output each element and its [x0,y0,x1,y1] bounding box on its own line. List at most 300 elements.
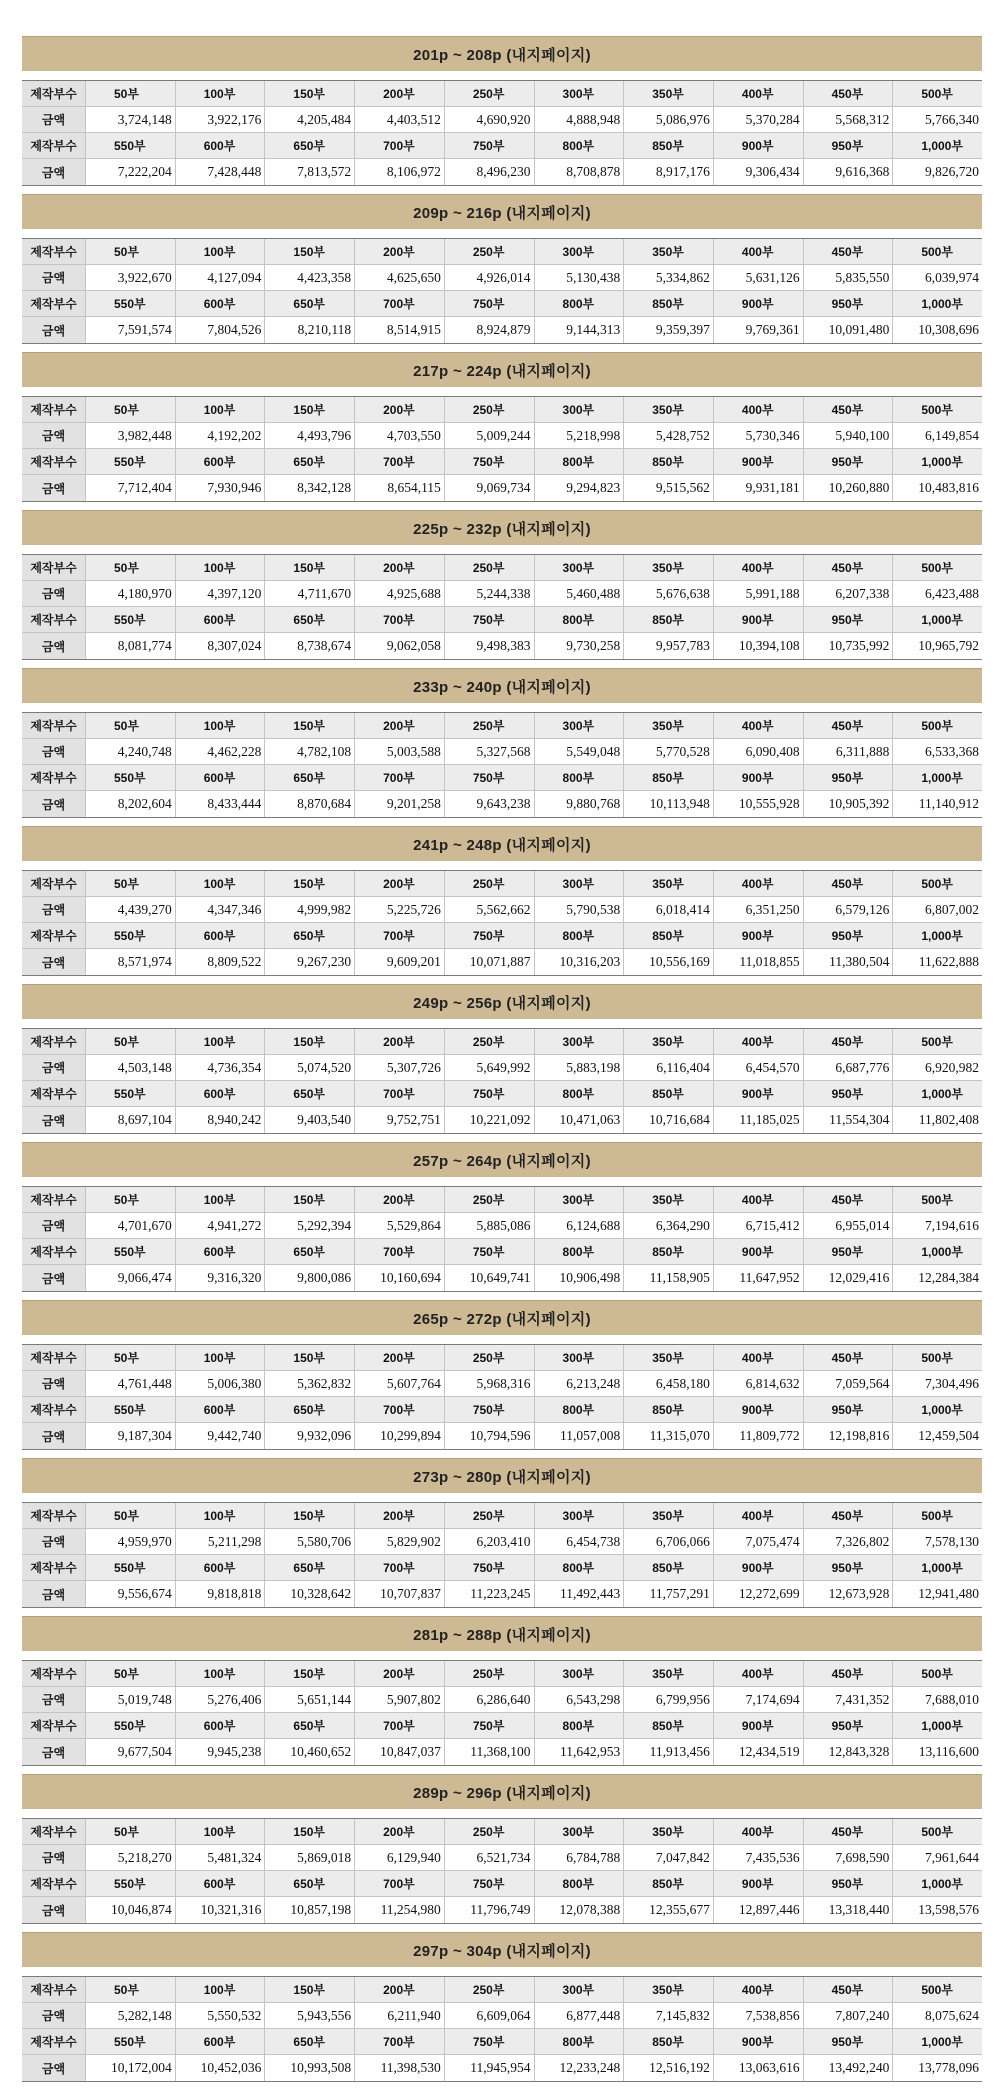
amount-cell: 7,222,204 [86,159,176,185]
quantity-cell: 650부 [265,1713,355,1738]
amount-cell: 9,062,058 [355,633,445,659]
quantity-cell: 250부 [445,871,535,896]
quantity-cell: 850부 [624,1081,714,1106]
quantity-cell: 50부 [86,1029,176,1054]
quantity-cell: 750부 [445,2029,535,2054]
quantity-cell: 950부 [804,1713,894,1738]
quantity-cell: 800부 [535,607,625,632]
quantity-cell: 700부 [355,1555,445,1580]
amount-cell: 11,913,456 [624,1739,714,1765]
amount-cell: 12,941,480 [918,1586,980,1601]
amount-cell: 11,315,070 [624,1423,714,1449]
price-table [22,870,982,976]
amount-cell: 7,047,842 [624,1845,714,1870]
row-label: 금액 [22,1739,86,1765]
quantity-cell: 850부 [624,1239,714,1264]
table-title: 281p ~ 288p (내지페이지) [22,1616,982,1651]
quantity-row [22,607,982,633]
amount-cell: 13,492,240 [804,2055,894,2081]
amount-cell: 6,920,982 [925,1059,980,1075]
quantity-cell: 900부 [714,923,804,948]
amount-cell: 12,673,928 [804,1581,894,1607]
amount-cell: 11,492,443 [535,1581,625,1607]
amount-cell: 7,431,352 [804,1687,894,1712]
row-label: 금액 [22,1529,86,1554]
amount-cell: 6,877,448 [535,2003,625,2028]
amount-cell: 6,609,064 [445,2003,535,2028]
quantity-cell: 350부 [624,1345,714,1370]
quantity-cell: 150부 [265,1345,355,1370]
amount-cell: 8,496,230 [445,159,535,185]
quantity-cell: 750부 [445,1239,535,1264]
amount-cell: 7,059,564 [804,1371,894,1396]
amount-cell: 6,207,338 [804,581,894,606]
quantity-cell: 150부 [265,397,355,422]
quantity-cell: 450부 [804,1187,894,1212]
amount-cell: 6,955,014 [804,1213,894,1238]
amount-cell: 7,538,856 [714,2003,804,2028]
quantity-cell: 250부 [445,1661,535,1686]
quantity-cell: 450부 [804,555,894,580]
quantity-cell: 550부 [86,1397,176,1422]
quantity-cell: 300부 [535,1029,625,1054]
quantity-cell: 800부 [535,1397,625,1422]
quantity-cell: 1,000부 [921,1877,963,1891]
quantity-cell: 500부 [921,1351,953,1365]
quantity-cell: 500부 [921,1035,953,1049]
quantity-row [22,239,982,265]
amount-cell: 10,993,508 [265,2055,355,2081]
amount-cell: 4,423,358 [265,265,355,290]
quantity-row [22,871,982,897]
quantity-cell: 100부 [176,239,266,264]
quantity-cell: 900부 [714,1713,804,1738]
amount-cell: 9,945,238 [176,1739,266,1765]
amount-cell: 10,483,816 [918,480,980,495]
quantity-cell: 400부 [714,1977,804,2002]
quantity-cell: 400부 [714,713,804,738]
quantity-cell: 600부 [176,1239,266,1264]
quantity-cell: 650부 [265,133,355,158]
quantity-cell: 300부 [535,1661,625,1686]
amount-cell: 8,654,115 [355,475,445,501]
amount-cell: 4,503,148 [86,1055,176,1080]
quantity-cell: 300부 [535,871,625,896]
quantity-cell: 600부 [176,923,266,948]
price-table-block [22,36,982,194]
quantity-cell: 550부 [86,1871,176,1896]
row-label: 제작부수 [22,2029,86,2054]
amount-cell: 6,799,956 [624,1687,714,1712]
amount-cell: 13,063,616 [714,2055,804,2081]
amount-cell: 5,334,862 [624,265,714,290]
amount-cell: 10,328,642 [265,1581,355,1607]
row-label: 제작부수 [22,871,86,896]
amount-cell: 9,294,823 [535,475,625,501]
row-label: 제작부수 [22,291,86,316]
quantity-cell: 600부 [176,1397,266,1422]
amount-cell: 7,591,574 [86,317,176,343]
row-label: 금액 [22,1897,86,1923]
table-title: 273p ~ 280p (내지페이지) [22,1458,982,1493]
amount-row [22,107,982,133]
quantity-cell: 450부 [804,81,894,106]
quantity-cell: 100부 [176,1661,266,1686]
quantity-cell: 750부 [445,291,535,316]
amount-cell: 9,187,304 [86,1423,176,1449]
amount-cell: 5,631,126 [714,265,804,290]
quantity-cell: 800부 [535,1239,625,1264]
quantity-cell: 200부 [355,871,445,896]
amount-row [22,265,982,291]
quantity-cell: 500부 [921,87,953,101]
amount-cell: 9,826,720 [925,164,980,179]
amount-cell: 5,244,338 [445,581,535,606]
quantity-cell: 100부 [176,1977,266,2002]
amount-cell: 5,307,726 [355,1055,445,1080]
quantity-cell: 950부 [804,1081,894,1106]
quantity-cell: 600부 [176,765,266,790]
amount-cell: 5,883,198 [535,1055,625,1080]
quantity-cell: 900부 [714,449,804,474]
amount-cell: 10,847,037 [355,1739,445,1765]
quantity-cell: 950부 [804,449,894,474]
quantity-cell: 450부 [804,1977,894,2002]
quantity-cell: 550부 [86,449,176,474]
quantity-cell: 750부 [445,607,535,632]
row-label: 금액 [22,423,86,448]
amount-cell: 7,145,832 [624,2003,714,2028]
amount-cell: 6,124,688 [535,1213,625,1238]
amount-cell: 5,276,406 [176,1687,266,1712]
price-table-block [22,1616,982,1774]
amount-cell: 10,555,928 [714,791,804,817]
amount-row [22,1213,982,1239]
quantity-cell: 150부 [265,713,355,738]
row-label: 금액 [22,1107,86,1133]
quantity-cell: 650부 [265,765,355,790]
amount-cell: 6,090,408 [714,739,804,764]
amount-cell: 5,218,998 [535,423,625,448]
quantity-cell: 250부 [445,1345,535,1370]
quantity-cell: 600부 [176,1713,266,1738]
amount-cell: 4,397,120 [176,581,266,606]
table-title: 233p ~ 240p (내지페이지) [22,668,982,703]
quantity-cell: 600부 [176,1871,266,1896]
amount-cell: 10,091,480 [804,317,894,343]
quantity-cell: 650부 [265,607,355,632]
row-label: 금액 [22,633,86,659]
amount-row [22,1423,982,1449]
row-label: 금액 [22,897,86,922]
amount-cell: 8,940,242 [176,1107,266,1133]
quantity-cell: 950부 [804,923,894,948]
amount-row [22,791,982,817]
amount-row [22,317,982,343]
quantity-cell: 700부 [355,1871,445,1896]
amount-cell: 10,316,203 [535,949,625,975]
amount-cell: 7,813,572 [265,159,355,185]
amount-cell: 6,454,738 [535,1529,625,1554]
price-table-block [22,194,982,352]
amount-cell: 12,434,519 [714,1739,804,1765]
row-label: 제작부수 [22,1871,86,1896]
row-label: 금액 [22,1581,86,1607]
price-table [22,712,982,818]
quantity-cell: 850부 [624,2029,714,2054]
amount-cell: 9,316,320 [176,1265,266,1291]
quantity-cell: 450부 [804,239,894,264]
amount-cell: 12,233,248 [535,2055,625,2081]
quantity-cell: 700부 [355,1713,445,1738]
amount-cell: 5,651,144 [265,1687,355,1712]
quantity-cell: 600부 [176,1081,266,1106]
amount-cell: 10,857,198 [265,1897,355,1923]
quantity-cell: 50부 [86,239,176,264]
amount-cell: 5,282,148 [86,2003,176,2028]
price-table-block [22,668,982,826]
quantity-cell: 700부 [355,607,445,632]
amount-cell: 9,359,397 [624,317,714,343]
quantity-cell: 650부 [265,449,355,474]
quantity-cell: 900부 [714,1081,804,1106]
amount-cell: 9,752,751 [355,1107,445,1133]
quantity-cell: 550부 [86,607,176,632]
price-table [22,1028,982,1134]
quantity-cell: 150부 [265,1819,355,1844]
amount-cell: 6,784,788 [535,1845,625,1870]
quantity-cell: 600부 [176,449,266,474]
quantity-cell: 400부 [714,1187,804,1212]
amount-cell: 6,213,248 [535,1371,625,1396]
quantity-cell: 200부 [355,81,445,106]
quantity-cell: 350부 [624,1661,714,1686]
amount-cell: 6,454,570 [714,1055,804,1080]
quantity-cell: 550부 [86,1239,176,1264]
amount-cell: 10,556,169 [624,949,714,975]
amount-cell: 5,370,284 [714,107,804,132]
quantity-row [22,1661,982,1687]
amount-cell: 7,578,130 [925,1533,980,1549]
amount-cell: 9,769,361 [714,317,804,343]
price-table [22,554,982,660]
quantity-cell: 500부 [921,403,953,417]
amount-cell: 11,622,888 [918,954,980,969]
price-table [22,1976,982,2082]
amount-cell: 6,129,940 [355,1845,445,1870]
amount-cell: 12,029,416 [804,1265,894,1291]
quantity-cell: 350부 [624,713,714,738]
amount-cell: 9,515,562 [624,475,714,501]
amount-cell: 10,906,498 [535,1265,625,1291]
amount-cell: 10,221,092 [445,1107,535,1133]
amount-cell: 4,999,982 [265,897,355,922]
amount-cell: 10,716,684 [624,1107,714,1133]
row-label: 제작부수 [22,713,86,738]
row-label: 금액 [22,1213,86,1238]
quantity-cell: 650부 [265,1081,355,1106]
quantity-cell: 650부 [265,291,355,316]
row-label: 제작부수 [22,555,86,580]
amount-cell: 9,818,818 [176,1581,266,1607]
quantity-cell: 850부 [624,291,714,316]
quantity-cell: 1,000부 [921,455,963,469]
amount-cell: 4,205,484 [265,107,355,132]
amount-cell: 10,071,887 [445,949,535,975]
quantity-cell: 850부 [624,133,714,158]
price-table [22,238,982,344]
quantity-cell: 650부 [265,1871,355,1896]
quantity-cell: 1,000부 [921,2035,963,2049]
quantity-cell: 250부 [445,239,535,264]
row-label: 금액 [22,1687,86,1712]
quantity-cell: 350부 [624,555,714,580]
quantity-cell: 850부 [624,1555,714,1580]
amount-row [22,159,982,185]
amount-cell: 5,869,018 [265,1845,355,1870]
amount-cell: 4,439,270 [86,897,176,922]
quantity-cell: 100부 [176,713,266,738]
quantity-cell: 250부 [445,555,535,580]
quantity-cell: 50부 [86,397,176,422]
amount-cell: 9,730,258 [535,633,625,659]
price-table-block [22,352,982,510]
amount-cell: 7,304,496 [925,1375,980,1391]
amount-cell: 5,549,048 [535,739,625,764]
amount-cell: 3,922,670 [86,265,176,290]
table-title: 217p ~ 224p (내지페이지) [22,352,982,387]
amount-cell: 7,435,536 [714,1845,804,1870]
quantity-cell: 400부 [714,239,804,264]
quantity-cell: 700부 [355,923,445,948]
quantity-cell: 200부 [355,1345,445,1370]
amount-cell: 13,318,440 [804,1897,894,1923]
quantity-cell: 950부 [804,607,894,632]
quantity-cell: 1,000부 [921,929,963,943]
amount-cell: 6,543,298 [535,1687,625,1712]
quantity-cell: 100부 [176,1503,266,1528]
quantity-cell: 950부 [804,291,894,316]
amount-cell: 6,706,066 [624,1529,714,1554]
quantity-cell: 300부 [535,239,625,264]
amount-cell: 5,940,100 [804,423,894,448]
amount-cell: 10,260,880 [804,475,894,501]
table-title: 249p ~ 256p (내지페이지) [22,984,982,1019]
quantity-cell: 200부 [355,239,445,264]
quantity-cell: 900부 [714,133,804,158]
quantity-cell: 700부 [355,133,445,158]
amount-cell: 8,307,024 [176,633,266,659]
row-label: 금액 [22,265,86,290]
quantity-row [22,291,982,317]
quantity-cell: 500부 [921,1983,953,1997]
quantity-cell: 450부 [804,1503,894,1528]
quantity-cell: 850부 [624,765,714,790]
quantity-cell: 550부 [86,765,176,790]
quantity-cell: 50부 [86,1661,176,1686]
quantity-row [22,1397,982,1423]
quantity-cell: 450부 [804,1029,894,1054]
quantity-cell: 350부 [624,1029,714,1054]
amount-cell: 6,533,368 [925,743,980,759]
price-table-block [22,1142,982,1300]
amount-cell: 5,649,992 [445,1055,535,1080]
amount-cell: 4,493,796 [265,423,355,448]
quantity-cell: 450부 [804,871,894,896]
quantity-cell: 900부 [714,291,804,316]
row-label: 금액 [22,317,86,343]
amount-cell: 11,368,100 [445,1739,535,1765]
amount-cell: 6,814,632 [714,1371,804,1396]
amount-cell: 11,223,245 [445,1581,535,1607]
amount-cell: 4,888,948 [535,107,625,132]
quantity-cell: 400부 [714,81,804,106]
amount-cell: 6,149,854 [925,427,980,443]
row-label: 금액 [22,949,86,975]
amount-cell: 5,003,588 [355,739,445,764]
amount-cell: 6,687,776 [804,1055,894,1080]
quantity-cell: 700부 [355,1397,445,1422]
quantity-cell: 100부 [176,555,266,580]
table-title: 201p ~ 208p (내지페이지) [22,36,982,71]
quantity-cell: 550부 [86,1081,176,1106]
quantity-cell: 1,000부 [921,1403,963,1417]
quantity-cell: 100부 [176,1819,266,1844]
amount-cell: 13,778,096 [918,2060,980,2075]
quantity-cell: 250부 [445,81,535,106]
quantity-cell: 550부 [86,133,176,158]
amount-cell: 8,870,684 [265,791,355,817]
amount-cell: 9,957,783 [624,633,714,659]
quantity-cell: 300부 [535,1503,625,1528]
amount-cell: 10,649,741 [445,1265,535,1291]
price-table-block [22,1300,982,1458]
quantity-cell: 1,000부 [921,1087,963,1101]
amount-cell: 5,829,902 [355,1529,445,1554]
quantity-cell: 50부 [86,555,176,580]
quantity-cell: 800부 [535,449,625,474]
quantity-cell: 900부 [714,1397,804,1422]
row-label: 금액 [22,475,86,501]
quantity-cell: 900부 [714,765,804,790]
quantity-row [22,1345,982,1371]
quantity-cell: 750부 [445,449,535,474]
quantity-cell: 100부 [176,1345,266,1370]
table-title: 297p ~ 304p (내지페이지) [22,1932,982,1967]
price-table [22,1660,982,1766]
amount-cell: 9,616,368 [804,159,894,185]
quantity-row [22,81,982,107]
quantity-cell: 950부 [804,765,894,790]
amount-cell: 5,907,802 [355,1687,445,1712]
quantity-cell: 50부 [86,713,176,738]
price-table [22,1502,982,1608]
amount-cell: 11,945,954 [445,2055,535,2081]
amount-cell: 9,932,096 [265,1423,355,1449]
quantity-row [22,1871,982,1897]
quantity-cell: 600부 [176,1555,266,1580]
amount-cell: 9,609,201 [355,949,445,975]
amount-cell: 11,018,855 [714,949,804,975]
amount-cell: 6,351,250 [714,897,804,922]
amount-cell: 12,272,699 [714,1581,804,1607]
amount-cell: 5,835,550 [804,265,894,290]
amount-cell: 4,403,512 [355,107,445,132]
row-label: 금액 [22,1055,86,1080]
amount-cell: 11,140,912 [918,796,980,811]
quantity-cell: 800부 [535,291,625,316]
quantity-cell: 450부 [804,713,894,738]
